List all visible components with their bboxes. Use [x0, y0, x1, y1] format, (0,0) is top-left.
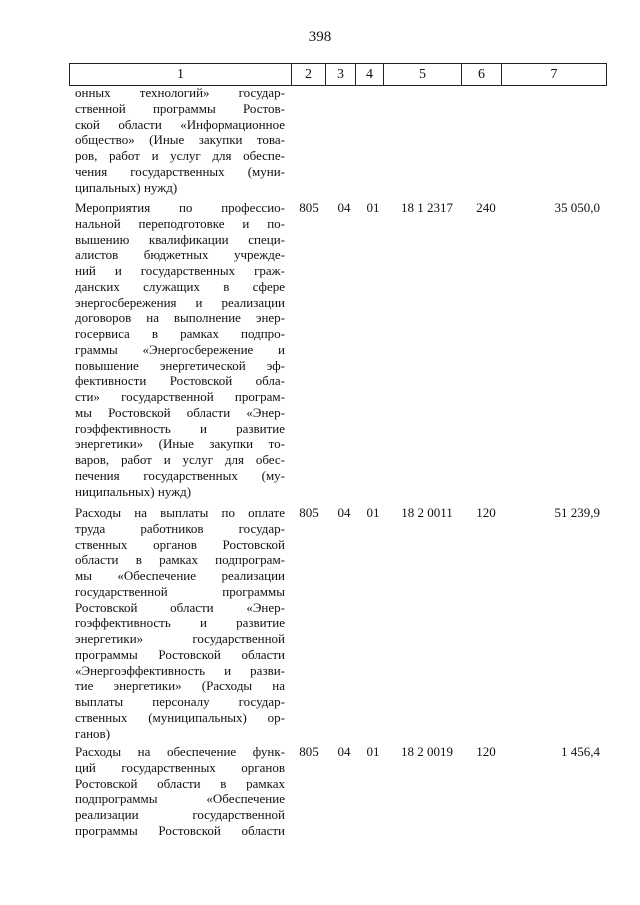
description-line: ственных органов Ростовской — [75, 536, 285, 552]
description-line: мы Ростовской области «Энер- — [75, 404, 285, 420]
column-header-row — [70, 64, 607, 86]
description-line: повышение энергетической эф- — [75, 357, 285, 373]
description-line: мы «Обеспечение реализации — [75, 568, 285, 583]
column-header-table — [69, 63, 607, 86]
row-description — [75, 85, 285, 195]
column-header-5: 5 — [384, 64, 462, 86]
cell-expense-type: 120 — [476, 505, 496, 520]
description-line: ниципальных) нужд) — [75, 483, 192, 499]
description-line: гоэффективность и развитие — [75, 420, 285, 436]
description-line: реализации государственной — [75, 807, 285, 822]
row-description — [75, 505, 285, 741]
description-line: общество» (Иные закупки това- — [75, 132, 285, 148]
cell-subsection: 01 — [366, 505, 380, 520]
description-line: печения государственных (му- — [75, 467, 285, 483]
description-line: подпрограммы «Обеспечение — [75, 791, 285, 807]
cell-ministry-code: 805 — [299, 505, 319, 520]
cell-section: 04 — [337, 200, 351, 215]
description-line: области в рамках подпрограм- — [75, 552, 285, 568]
description-line: государственной программы — [75, 583, 285, 599]
description-line: «Энергоэффективность и разви- — [75, 662, 285, 678]
cell-subsection: 01 — [366, 744, 380, 759]
column-header-3: 3 — [326, 64, 356, 86]
description-line: ской области «Информационное — [75, 116, 285, 132]
description-line: программы Ростовской области — [75, 822, 285, 838]
description-line: сти» государственной програм- — [75, 389, 285, 404]
column-header-7: 7 — [502, 64, 607, 86]
description-line: Ростовской области «Энер- — [75, 599, 285, 615]
description-line: ственной программы Ростов- — [75, 100, 285, 116]
description-line: фективности Ростовской обла- — [75, 373, 285, 389]
cell-expense-type: 120 — [476, 744, 496, 759]
page-number: 398 — [308, 29, 332, 45]
description-line: энергетики» государственной — [75, 631, 285, 646]
description-line: ний и государственных граж- — [75, 263, 285, 278]
cell-amount: 35 050,0 — [554, 200, 600, 215]
description-line: чения государственных (муни- — [75, 163, 285, 179]
description-line: алистов бюджетных учрежде- — [75, 247, 285, 263]
description-line: Мероприятия по профессио- — [75, 200, 285, 215]
description-line: энергосбережения и реализации — [75, 294, 285, 310]
column-header-4: 4 — [356, 64, 384, 86]
cell-amount: 51 239,9 — [554, 505, 600, 520]
description-line: Расходы на выплаты по оплате — [75, 505, 285, 520]
cell-section: 04 — [337, 744, 351, 759]
description-line: труда работников государ- — [75, 520, 285, 536]
cell-ministry-code: 805 — [299, 200, 319, 215]
cell-target-article: 18 2 0011 — [401, 505, 453, 520]
cell-ministry-code: 805 — [299, 744, 319, 759]
description-line: вышению квалификации специ- — [75, 231, 285, 247]
cell-section: 04 — [337, 505, 351, 520]
cell-amount: 1 456,4 — [561, 744, 600, 759]
description-line: ципальных) нужд) — [75, 179, 178, 195]
row-description — [75, 200, 285, 499]
description-line: тие энергетики» (Расходы на — [75, 678, 285, 694]
description-line: госервиса в рамках подпро- — [75, 326, 285, 341]
description-line: данских служащих в сфере — [75, 278, 285, 294]
description-line: ственных (муниципальных) ор- — [75, 709, 285, 725]
column-header-6: 6 — [462, 64, 502, 86]
description-line: ганов) — [75, 725, 111, 741]
description-line: ций государственных органов — [75, 759, 285, 775]
description-line: нальной переподготовке и по- — [75, 215, 285, 231]
description-line: выплаты персоналу государ- — [75, 694, 285, 709]
column-header-1: 1 — [70, 64, 292, 86]
cell-target-article: 18 2 0019 — [401, 744, 453, 759]
column-header-2: 2 — [292, 64, 326, 86]
cell-expense-type: 240 — [476, 200, 496, 215]
description-line: договоров на выполнение энер- — [75, 310, 285, 326]
description-line: Расходы на обеспечение функ- — [75, 744, 285, 759]
description-line: онных технологий» государ- — [75, 85, 285, 100]
description-line: ров, работ и услуг для обеспе- — [75, 148, 285, 163]
cell-target-article: 18 1 2317 — [401, 200, 453, 215]
cell-subsection: 01 — [366, 200, 380, 215]
description-line: программы Ростовской области — [75, 646, 285, 662]
description-line: Ростовской области в рамках — [75, 775, 285, 791]
description-line: гоэффективность и развитие — [75, 615, 285, 631]
row-description — [75, 744, 285, 839]
description-line: граммы «Энергосбережение и — [75, 341, 285, 357]
description-line: энергетики» (Иные закупки то- — [75, 436, 285, 452]
description-line: варов, работ и услуг для обес- — [75, 452, 285, 467]
